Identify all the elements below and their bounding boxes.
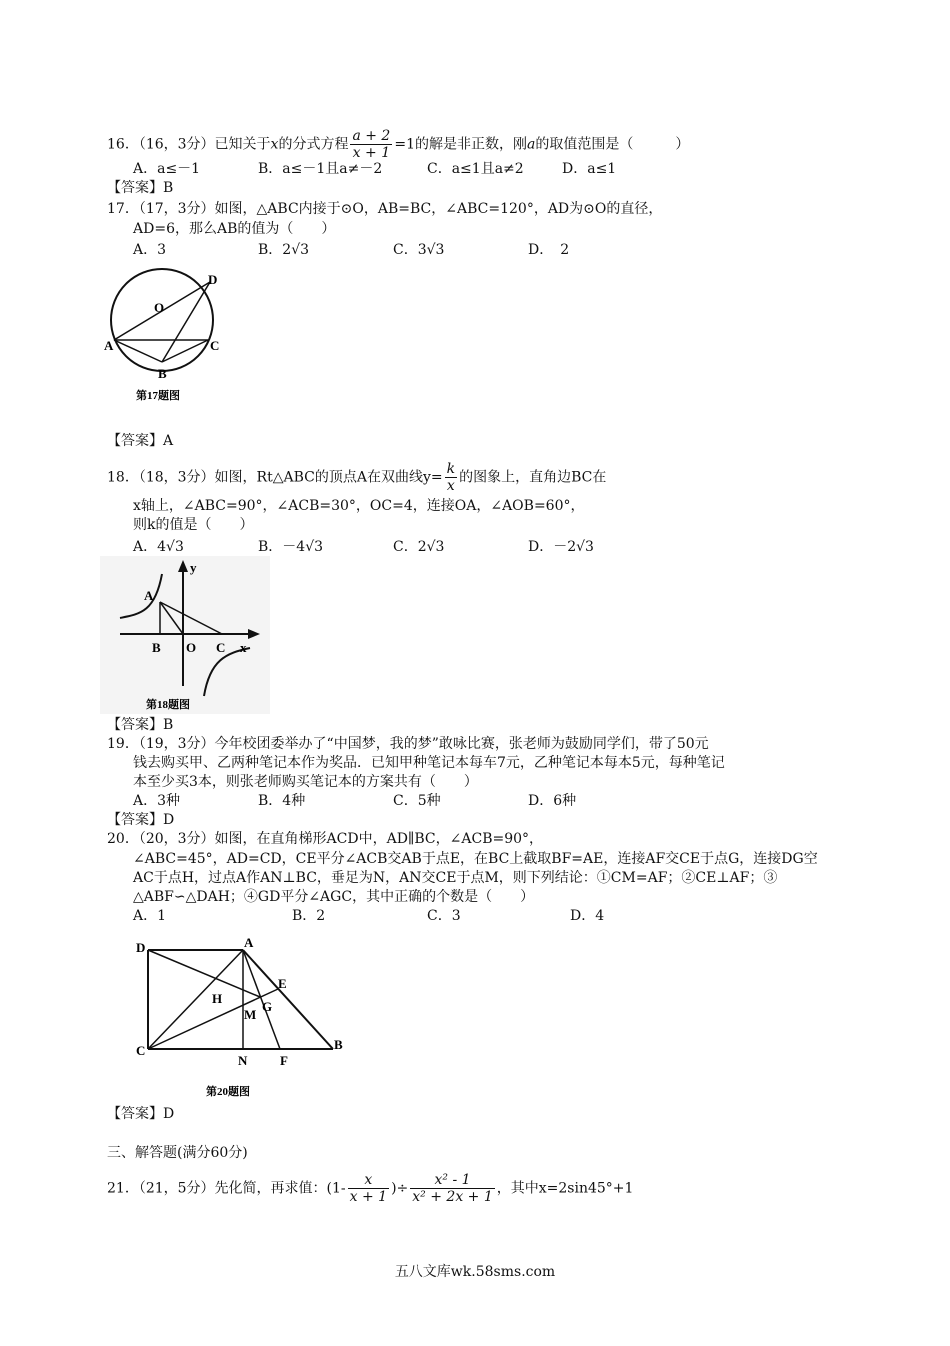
q19-option-d: D．6种 <box>528 793 577 809</box>
q18-fraction: $\frac{k}{x}$ <box>446 461 456 494</box>
q16-option-b: B．a≤－1且a≠－2 <box>258 161 383 177</box>
q19-option-a: A．3种 <box>133 793 181 809</box>
section-heading: 三、解答题(满分60分) <box>107 1145 248 1161</box>
q20-option-b: B．2 <box>292 908 326 924</box>
q18-label-a: A <box>144 588 154 603</box>
q17-stem-line1: 17．（17，3分）如图，△ABC内接于⊙O，AB=BC，∠ABC=120°，AD为⊙O的直径， <box>107 201 663 217</box>
q21-stem: 21．（21，5分）先化简，再求值：(1- $\frac{x}{x + 1}$ )÷ $\frac{\text{x² - 1}}{\text{x² + 2x + 1}}$ ，其中x=2sin45°+1 <box>107 1172 634 1205</box>
q17-label-d: D <box>208 272 218 287</box>
q17-label-o: O <box>154 300 165 315</box>
q16-option-d: D．a≤1 <box>562 161 617 177</box>
q20-label-b: B <box>334 1037 343 1052</box>
q18-answer: 【答案】B <box>107 717 174 733</box>
q18-label-x: x <box>240 640 247 655</box>
q18-stem-line3: 则k的值是（ ） <box>133 517 254 533</box>
q18-stem-line1: 18．（18，3分）如图，Rt△ABC的顶点A在双曲线y= $\frac{k}{x}$ 的图象上，直角边BC在 <box>107 461 607 494</box>
q17-caption: 第17题图 <box>136 390 180 402</box>
q20-label-a: A <box>244 935 254 950</box>
q17-answer: 【答案】A <box>107 433 174 449</box>
q20-option-c: C．3 <box>427 908 461 924</box>
q20-label-g: G <box>262 999 273 1014</box>
q20-label-n: N <box>238 1053 248 1068</box>
q20-segment-ac <box>148 950 243 1049</box>
q20-label-e: E <box>278 976 287 991</box>
q19-option-c: C．5种 <box>393 793 441 809</box>
q20-option-d: D．4 <box>570 908 605 924</box>
q18-option-c: C．2√3 <box>393 539 445 555</box>
q21-fraction-1: $\frac{x}{x + 1}$ <box>349 1172 388 1205</box>
q20-label-d: D <box>136 940 146 955</box>
q20-stem-line2: ∠ABC=45°，AD=CD，CE平分∠ACB交AB于点E，在BC上截取BF=AE，连接AF交CE于点G，连接DG空 <box>133 851 818 867</box>
q18-caption: 第18题图 <box>146 699 190 711</box>
q18-option-a: A．4√3 <box>133 539 184 555</box>
q19-stem-line3: 本至少买3本，则张老师购买笔记本的方案共有（ ） <box>133 774 478 790</box>
q17-circle <box>111 269 213 371</box>
q19-option-b: B．4种 <box>258 793 306 809</box>
q20-stem-line1: 20．（20，3分）如图，在直角梯形ACD中，AD∥BC，∠ACB=90°， <box>107 831 544 847</box>
q18-label-o: O <box>186 640 197 655</box>
q20-stem-line3: AC于点H，过点A作AN⊥BC，垂足为N，AN交CE于点M，则下列结论：①CM=AF；②CE⊥AF；③ <box>133 870 778 886</box>
q17-figure <box>100 262 240 407</box>
q20-caption: 第20题图 <box>206 1086 250 1098</box>
q21-fraction-2: $\frac{\text{x² - 1}}{\text{x² + 2x + 1}}$ <box>412 1172 493 1205</box>
q18-label-c: C <box>216 640 226 655</box>
q19-stem-line2: 钱去购买甲、乙两种笔记本作为奖品．已知甲种笔记本每车7元，乙种笔记本每本5元，每种笔记 <box>133 755 725 771</box>
q20-label-h: H <box>212 991 223 1006</box>
q17-option-b: B．2√3 <box>258 242 310 258</box>
q16-answer: 【答案】B <box>107 180 174 196</box>
q20-label-f: F <box>280 1053 288 1068</box>
q18-option-b: B．－4√3 <box>258 539 324 555</box>
q17-option-a: A．3 <box>133 242 167 258</box>
q17-label-c: C <box>210 338 220 353</box>
q18-label-y: y <box>190 560 197 575</box>
q20-answer: 【答案】D <box>107 1106 175 1122</box>
q20-figure <box>130 935 350 1100</box>
q18-label-b: B <box>152 640 161 655</box>
q20-label-c: C <box>136 1043 146 1058</box>
q17-stem-line2: AD=6，那么AB的值为（ ） <box>133 221 336 237</box>
q19-answer: 【答案】D <box>107 812 175 828</box>
q20-stem-line4: △ABF∽△DAH；④GD平分∠AGC，其中正确的个数是（ ） <box>133 889 535 905</box>
q20-label-m: M <box>244 1007 257 1022</box>
q18-figure <box>100 556 270 714</box>
footer-watermark: 五八文库wk.58sms.com <box>394 1264 556 1280</box>
q17-option-c: C．3√3 <box>393 242 445 258</box>
q20-option-a: A．1 <box>133 908 167 924</box>
q18-stem-line2: x轴上，∠ABC=90°，∠ACB=30°，OC=4，连接OA，∠AOB=60°， <box>133 498 585 514</box>
q18-option-d: D．－2√3 <box>528 539 594 555</box>
q17-option-d: D． 2 <box>528 242 570 258</box>
q16-fraction: $\frac{a + 2}{x + 1}$ <box>352 128 391 161</box>
q16-option-a: A．a≤－1 <box>133 161 201 177</box>
q16-stem: 16．（16，3分）已知关于x的分式方程 $\frac{a + 2}{x + 1}$ =1的解是非正数，刚a的取值范围是（ ） <box>107 128 690 161</box>
q16-option-c: C．a≤1且a≠2 <box>427 161 524 177</box>
q17-label-a: A <box>104 338 114 353</box>
q17-label-b: B <box>158 366 167 381</box>
q19-stem-line1: 19．（19，3分）今年校团委举办了“中国梦，我的梦”敢咏比赛，张老师为鼓励同学们，带了50元 <box>107 736 709 752</box>
